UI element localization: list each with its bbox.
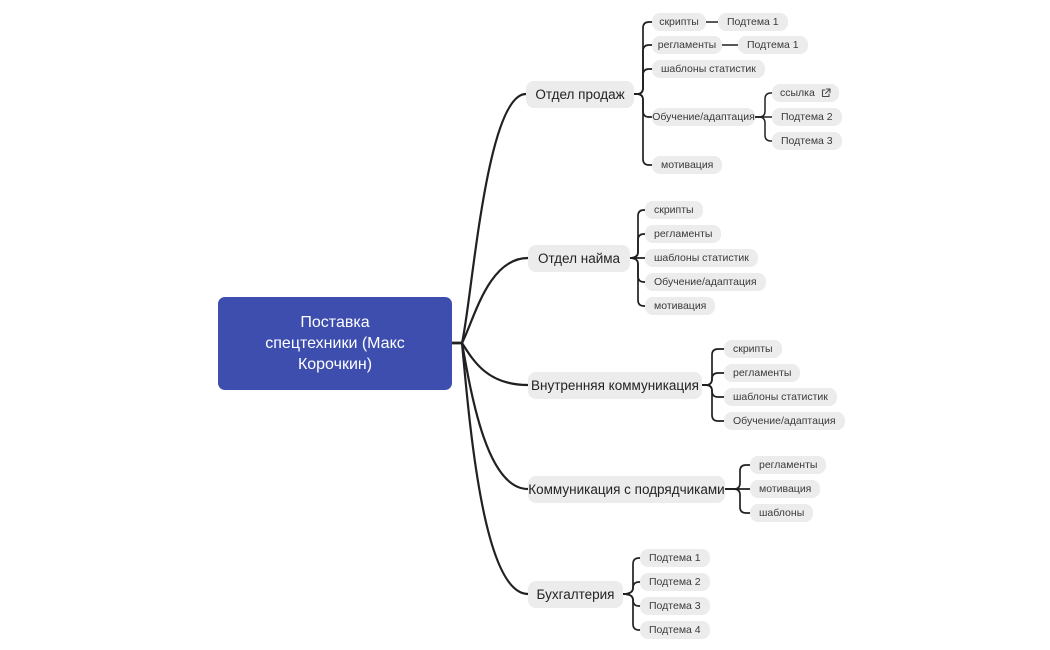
leaf-hiring-training[interactable]: Обучение/адаптация [645,273,766,291]
leaf-sales-scripts[interactable]: скрипты [652,13,706,31]
leaf-sales-regulations-subtopic-1[interactable]: Подтема 1 [738,36,808,54]
leaf-internal-training[interactable]: Обучение/адаптация [724,412,845,430]
leaf-accounting-subtopic-2[interactable]: Подтема 2 [640,573,710,591]
branch-internal-communication[interactable]: Внутренняя коммуникация [528,372,702,399]
leaf-sales-training[interactable]: Обучение/адаптация [652,108,755,126]
connector-training-subtopic3 [755,117,772,141]
leaf-sales-motivation[interactable]: мотивация [652,156,722,174]
leaf-accounting-subtopic-3[interactable]: Подтема 3 [640,597,710,615]
connector-accounting-subtopic1 [623,558,640,594]
connector-root-sales [452,94,526,343]
root-node-label: Поставка спецтехники (Макс Корочкин) [265,313,405,374]
connector-accounting-subtopic4 [623,594,640,630]
leaf-sales-regulations[interactable]: регламенты [652,36,722,54]
leaf-accounting-subtopic-1[interactable]: Подтема 1 [640,549,710,567]
branch-sales-department[interactable]: Отдел продаж [526,81,634,108]
leaf-sales-scripts-subtopic-1[interactable]: Подтема 1 [718,13,788,31]
leaf-hiring-scripts[interactable]: скрипты [645,201,703,219]
leaf-contractor-motivation[interactable]: мотивация [750,480,820,498]
connector-root-accounting [452,343,528,594]
connector-sales-templates [634,69,652,94]
connector-training-link [755,93,772,117]
leaf-hiring-regulations[interactable]: регламенты [645,225,721,243]
leaf-internal-stat-templates[interactable]: шаблоны статистик [724,388,837,406]
leaf-hiring-stat-templates[interactable]: шаблоны статистик [645,249,758,267]
connector-internal-training [702,385,724,421]
leaf-contractor-templates[interactable]: шаблоны [750,504,813,522]
leaf-training-link[interactable] [772,84,839,102]
connector-internal-scripts [702,349,724,385]
branch-contractor-communication[interactable]: Коммуникация с подрядчиками [528,476,725,503]
leaf-hiring-motivation[interactable]: мотивация [645,297,715,315]
connector-hiring-regulations [630,234,645,258]
external-link-icon[interactable] [821,88,831,98]
root-node[interactable] [218,297,452,390]
connector-contractor-regulations [725,465,750,489]
connector-contractor-templates [725,489,750,513]
leaf-contractor-regulations[interactable]: регламенты [750,456,826,474]
leaf-internal-regulations[interactable]: регламенты [724,364,800,382]
leaf-training-subtopic-2[interactable]: Подтема 2 [772,108,842,126]
leaf-training-link-label: ссылка [780,87,815,99]
connector-accounting-subtopic2 [623,582,640,594]
leaf-internal-scripts[interactable]: скрипты [724,340,782,358]
connector-sales-motivation [634,94,652,165]
connector-internal-templates [702,385,724,397]
leaf-training-subtopic-3[interactable]: Подтема 3 [772,132,842,150]
leaf-accounting-subtopic-4[interactable]: Подтема 4 [640,621,710,639]
connector-internal-regulations [702,373,724,385]
branch-hiring-department[interactable]: Отдел найма [528,245,630,272]
branch-accounting[interactable]: Бухгалтерия [528,581,623,608]
leaf-sales-stat-templates[interactable]: шаблоны статистик [652,60,765,78]
